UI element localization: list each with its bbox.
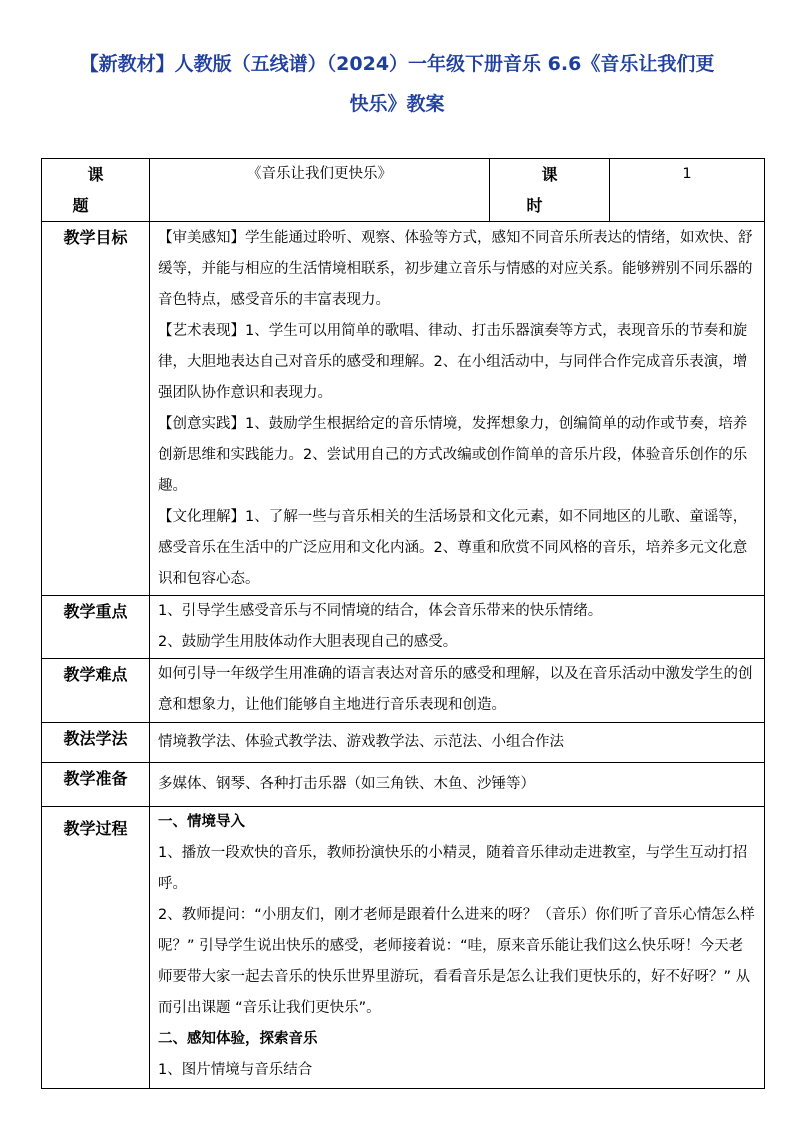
preparation-content: 多媒体、钢琴、各种打击乐器（如三角铁、木鱼、沙锤等） xyxy=(150,763,765,807)
lesson-plan-table xyxy=(41,158,765,1089)
period-value: 1 xyxy=(610,159,765,222)
topic-label: 课题 xyxy=(42,159,150,222)
objectives-content xyxy=(150,222,765,596)
title-line-1: 【新教材】人教版（五线谱）（2024）一年级下册音乐 6.6《音乐让我们更 xyxy=(79,53,715,75)
document-title xyxy=(40,44,754,124)
objective-aesthetic: 【审美感知】学生能通过聆听、观察、体验等方式，感知不同音乐所表达的情绪，如欢快、舒缓等，并能与相应的生活情境相联系，初步建立音乐与情感的对应关系。能够辨别不同乐器的音色特点，感受音乐的丰富表现力。 xyxy=(158,230,753,308)
difficulties-content: 如何引导一年级学生用准确的语言表达对音乐的感受和理解，以及在音乐活动中激发学生的创意和想象力，让他们能够自主地进行音乐表现和创造。 xyxy=(150,659,765,723)
objective-culture: 【文化理解】1、了解一些与音乐相关的生活场景和文化元素，如不同地区的儿歌、童谣等，感受音乐在生活中的广泛应用和文化内涵。2、尊重和欣赏不同风格的音乐，培养多元文化意识和包容心态。 xyxy=(158,509,748,587)
preparation-label: 教学准备 xyxy=(42,763,150,807)
key-point-2: 2、鼓励学生用肢体动作大胆表现自己的感受。 xyxy=(158,634,458,650)
methods-label: 教法学法 xyxy=(42,723,150,763)
process-step-2: 2、教师提问：“小朋友们，刚才老师是跟着什么进来的呀？（音乐）你们听了音乐心情怎么样呢？” 引导学生说出快乐的感受，老师接着说：“哇，原来音乐能让我们这么快乐呀！今天老师要带大家一起去音乐的快乐世界里游玩，看看音乐是怎么让我们更快乐的，好不好呀？” 从而引出课题 “音乐让我们更快乐”。 xyxy=(158,907,755,1016)
process-label: 教学过程 xyxy=(42,807,150,1089)
table-row-methods xyxy=(42,723,765,763)
process-content xyxy=(150,807,765,1089)
process-step-1: 1、播放一段欢快的音乐，教师扮演快乐的小精灵，随着音乐律动走进教室，与学生互动打招呼。 xyxy=(158,845,748,892)
objective-creative: 【创意实践】1、鼓励学生根据给定的音乐情境，发挥想象力，创编简单的动作或节奏，培养创新思维和实践能力。2、尝试用自己的方式改编或创作简单的音乐片段，体验音乐创作的乐趣。 xyxy=(158,416,748,494)
topic-value: 《音乐让我们更快乐》 xyxy=(150,159,490,222)
methods-content: 情境教学法、体验式教学法、游戏教学法、示范法、小组合作法 xyxy=(150,723,765,763)
objectives-label: 教学目标 xyxy=(42,222,150,596)
key-point-1: 1、引导学生感受音乐与不同情境的结合，体会音乐带来的快乐情绪。 xyxy=(158,603,603,619)
title-line-2: 快乐》教案 xyxy=(349,93,445,115)
table-row-difficulties xyxy=(42,659,765,723)
period-label: 课时 xyxy=(490,159,610,222)
table-row-objectives xyxy=(42,222,765,596)
difficulties-label: 教学难点 xyxy=(42,659,150,723)
table-row-topic xyxy=(42,159,765,222)
objective-expression: 【艺术表现】1、学生可以用简单的歌唱、律动、打击乐器演奏等方式，表现音乐的节奏和旋律，大胆地表达自己对音乐的感受和理解。2、在小组活动中，与同伴合作完成音乐表演，增强团队协作意识和表现力。 xyxy=(158,323,748,401)
key-points-content xyxy=(150,596,765,659)
section-heading-explore: 二、感知体验，探索音乐 xyxy=(158,1031,318,1047)
process-step-3: 1、图片情境与音乐结合 xyxy=(158,1062,313,1078)
table-row-preparation xyxy=(42,763,765,807)
table-row-process xyxy=(42,807,765,1089)
key-points-label: 教学重点 xyxy=(42,596,150,659)
section-heading-intro: 一、情境导入 xyxy=(158,814,245,830)
table-row-key-points xyxy=(42,596,765,659)
